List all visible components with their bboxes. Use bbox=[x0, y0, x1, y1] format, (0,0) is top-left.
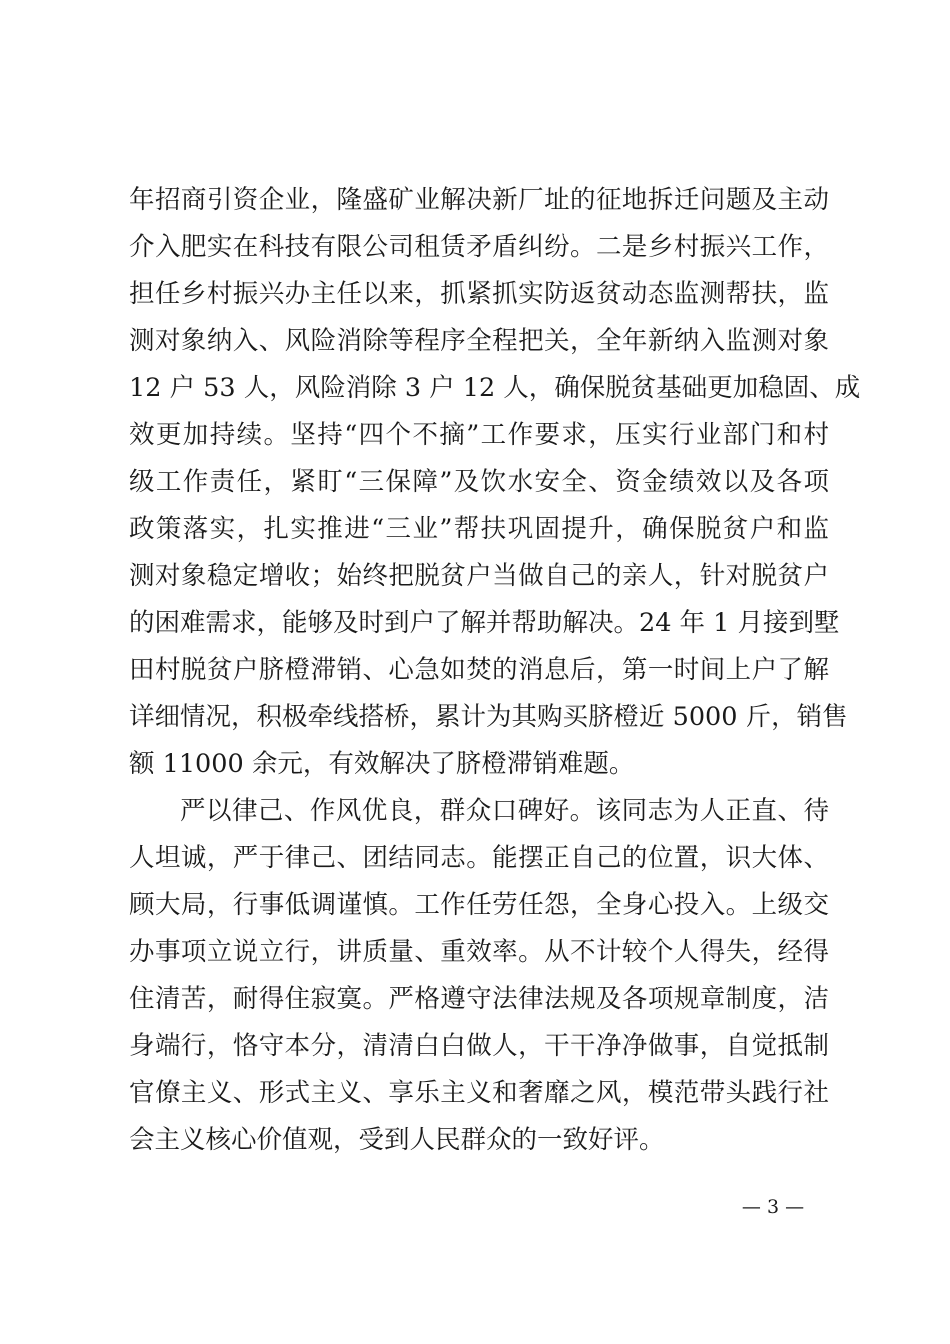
text-line: 官僚主义、形式主义、享乐主义和奢靡之风，模范带头践行社 bbox=[129, 1078, 829, 1108]
page-number: — 3 — bbox=[741, 1196, 805, 1218]
text-line: 12 户 53 人，风险消除 3 户 12 人，确保脱贫基础更加稳固、成 bbox=[129, 373, 861, 403]
text-line: 介入肥实在科技有限公司租赁矛盾纠纷。二是乡村振兴工作， bbox=[129, 232, 829, 262]
text-line: 顾大局，行事低调谨慎。工作任劳任怨，全身心投入。上级交 bbox=[129, 890, 829, 920]
text-line: 严以律己、作风优良，群众口碑好。该同志为人正直、待 bbox=[180, 796, 829, 826]
text-line: 效更加持续。坚持“四个不摘”工作要求，压实行业部门和村 bbox=[129, 420, 829, 450]
text-line: 年招商引资企业，隆盛矿业解决新厂址的征地拆迁问题及主动 bbox=[129, 185, 829, 215]
text-line: 会主义核心价值观，受到人民群众的一致好评。 bbox=[129, 1125, 665, 1155]
text-line: 额 11000 余元，有效解决了脐橙滞销难题。 bbox=[129, 749, 635, 779]
text-line: 田村脱贫户脐橙滞销、心急如焚的消息后，第一时间上户了解 bbox=[129, 655, 829, 685]
text-line: 住清苦，耐得住寂寞。严格遵守法律法规及各项规章制度，洁 bbox=[129, 984, 829, 1014]
text-line: 人坦诚，严于律己、团结同志。能摆正自己的位置，识大体、 bbox=[129, 843, 829, 873]
text-line: 身端行，恪守本分，清清白白做人，干干净净做事，自觉抵制 bbox=[129, 1031, 829, 1061]
text-line: 详细情况，积极牵线搭桥，累计为其购买脐橙近 5000 斤，销售 bbox=[129, 702, 848, 732]
text-line: 测对象纳入、风险消除等程序全程把关，全年新纳入监测对象 bbox=[129, 326, 829, 356]
text-line: 担任乡村振兴办主任以来，抓紧抓实防返贫动态监测帮扶，监 bbox=[129, 279, 829, 309]
text-line: 办事项立说立行，讲质量、重效率。从不计较个人得失，经得 bbox=[129, 937, 829, 967]
text-line: 的困难需求，能够及时到户了解并帮助解决。24 年 1 月接到墅 bbox=[129, 608, 840, 638]
text-line: 级工作责任，紧盯“三保障”及饮水安全、资金绩效以及各项 bbox=[129, 467, 829, 497]
text-line: 政策落实，扎实推进“三业”帮扶巩固提升，确保脱贫户和监 bbox=[129, 514, 829, 544]
text-line: 测对象稳定增收；始终把脱贫户当做自己的亲人，针对脱贫户 bbox=[129, 561, 829, 591]
